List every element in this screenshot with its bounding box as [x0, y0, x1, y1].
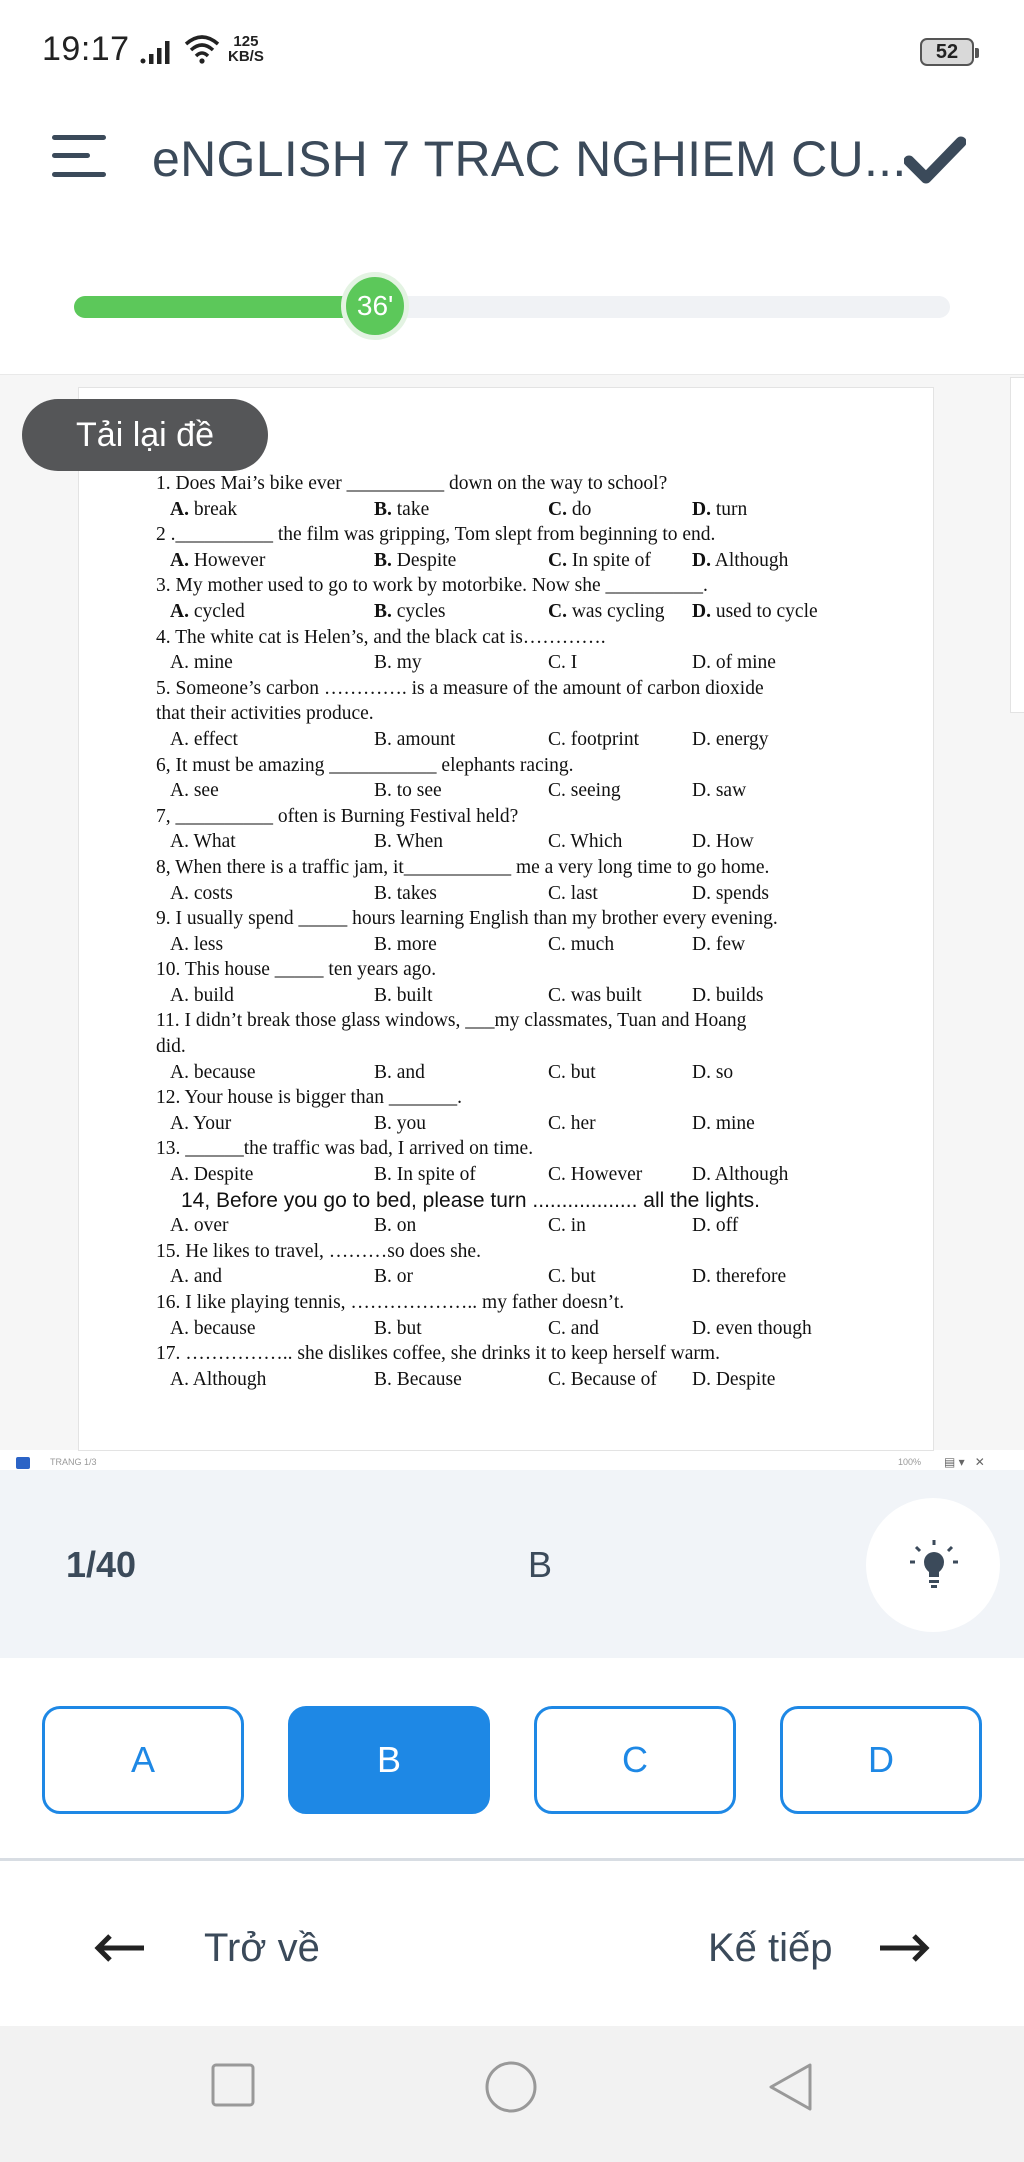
- question-options: [156, 932, 936, 958]
- option-word: Because: [391, 1368, 462, 1390]
- lightbulb-icon: [910, 1540, 958, 1590]
- option-text: [374, 1213, 416, 1239]
- option-text: [692, 1316, 812, 1342]
- question-text: 2 .__________ the film was gripping, Tom slept from beginning to end.: [156, 524, 716, 546]
- option-text: [170, 1162, 253, 1188]
- option-word: Despite: [188, 1164, 254, 1186]
- option-word: was built: [565, 984, 642, 1006]
- option-word: less: [188, 933, 224, 955]
- question-options: [156, 1367, 936, 1393]
- option-word: I: [565, 652, 578, 674]
- option-word: her: [565, 1112, 596, 1134]
- option-text: [692, 650, 776, 676]
- option-word: and: [565, 1317, 599, 1339]
- question-text: 8, When there is a traffic jam, it___________ me a very long time to go home.: [156, 856, 770, 878]
- option-text: [374, 497, 429, 523]
- option-letter: B.: [374, 498, 392, 520]
- option-word: However: [188, 549, 266, 571]
- option-letter: A.: [170, 1164, 189, 1186]
- option-word: you: [391, 1112, 427, 1134]
- question-text: 15. He likes to travel, ………so does she.: [156, 1240, 481, 1262]
- option-text: [374, 1367, 462, 1393]
- option-word: last: [565, 882, 598, 904]
- option-letter: C.: [548, 882, 566, 904]
- question-text-continued: did.: [156, 1036, 186, 1058]
- option-text: [692, 778, 746, 804]
- option-letter: D.: [692, 831, 711, 853]
- signal-icon: [140, 40, 174, 64]
- option-letter: C.: [548, 600, 567, 622]
- option-letter: A.: [170, 1317, 189, 1339]
- option-letter: D.: [692, 1112, 711, 1134]
- question-options: [156, 778, 936, 804]
- option-text: [692, 881, 769, 907]
- footer-zoom: 100%: [898, 1457, 922, 1467]
- option-word: Despite: [710, 1368, 776, 1390]
- option-word: However: [565, 1164, 643, 1186]
- question-options: [156, 650, 936, 676]
- option-letter: B.: [374, 933, 392, 955]
- option-letter: D.: [692, 728, 711, 750]
- question-options: [156, 1316, 936, 1342]
- question-text: 3. My mother used to go to work by motorbike. Now she __________.: [156, 575, 708, 597]
- option-text: [692, 1213, 738, 1239]
- option-letter: A.: [170, 831, 189, 853]
- question-text: 13. ______the traffic was bad, I arrived on time.: [156, 1138, 534, 1160]
- selected-answer: B: [528, 1544, 553, 1585]
- option-text: [692, 932, 745, 958]
- option-letter: A.: [170, 1266, 189, 1288]
- option-letter: D.: [692, 933, 711, 955]
- option-text: [374, 1111, 426, 1137]
- battery-indicator: 52: [920, 38, 974, 66]
- option-text: [170, 727, 238, 753]
- option-text: [170, 599, 245, 625]
- question-text: 1. Does Mai’s bike ever __________ down on the way to school?: [156, 473, 668, 494]
- option-text: [548, 778, 621, 804]
- option-text: [170, 1213, 229, 1239]
- option-letter: A.: [170, 728, 189, 750]
- option-letter: C.: [548, 1215, 566, 1237]
- footer-page-number: TRANG 1/3: [50, 1457, 97, 1467]
- option-text: [170, 650, 233, 676]
- option-word: Your: [188, 1112, 232, 1134]
- option-text: [374, 1316, 422, 1342]
- option-letter: A.: [170, 780, 189, 802]
- option-text: [548, 548, 651, 574]
- option-letter: C.: [548, 1164, 566, 1186]
- option-letter: D.: [692, 1266, 711, 1288]
- progress-fill: [74, 296, 375, 318]
- option-letter: B.: [374, 831, 392, 853]
- option-letter: C.: [548, 549, 567, 571]
- option-text: [170, 1111, 231, 1137]
- question-text: 14, Before you go to bed, please turn .................. all the lights.: [181, 1188, 760, 1212]
- reload-exam-button[interactable]: Tải lại đề: [22, 399, 268, 471]
- question-options: [156, 983, 936, 1009]
- option-text: [374, 1162, 476, 1188]
- option-letter: A.: [170, 600, 189, 622]
- word-icon: [16, 1457, 30, 1469]
- option-word: turn: [710, 498, 748, 520]
- question-text: 17. …………….. she dislikes coffee, she drinks it to keep herself warm.: [156, 1343, 720, 1365]
- option-text: [170, 548, 265, 574]
- option-letter: B.: [374, 1215, 392, 1237]
- option-letter: D.: [692, 1061, 711, 1083]
- option-letter: B.: [374, 780, 392, 802]
- option-word: but: [565, 1061, 596, 1083]
- option-word: and: [188, 1266, 222, 1288]
- option-word: effect: [188, 728, 238, 750]
- menu-icon[interactable]: [52, 132, 110, 180]
- option-word: was cycling: [566, 600, 665, 622]
- option-letter: C.: [548, 498, 567, 520]
- option-word: Because of: [565, 1368, 657, 1390]
- option-word: Despite: [391, 549, 457, 571]
- option-letter: B.: [374, 1164, 392, 1186]
- question-text: 10. This house _____ ten years ago.: [156, 959, 437, 981]
- question-options: [156, 548, 936, 574]
- option-letter: D.: [692, 1368, 711, 1390]
- option-word: on: [391, 1215, 417, 1237]
- option-word: In spite of: [391, 1164, 476, 1186]
- option-text: [692, 1060, 733, 1086]
- option-word: off: [710, 1215, 739, 1237]
- option-b-button[interactable]: B: [288, 1706, 490, 1814]
- option-word: In spite of: [566, 549, 651, 571]
- option-word: few: [710, 933, 746, 955]
- option-text: [692, 829, 754, 855]
- option-text: [692, 983, 764, 1009]
- option-text: [374, 829, 443, 855]
- option-text: [170, 1367, 266, 1393]
- option-letter: C.: [548, 780, 566, 802]
- option-word: because: [188, 1317, 256, 1339]
- option-word: Although: [710, 1164, 789, 1186]
- option-text: [692, 1367, 775, 1393]
- option-word: footprint: [565, 728, 640, 750]
- answer-status-bar: [0, 1470, 1024, 1658]
- option-text: [548, 1316, 599, 1342]
- status-time: 19:17: [42, 30, 130, 68]
- time-progress-bar: [74, 290, 950, 321]
- option-text: [548, 497, 591, 523]
- option-text: [548, 1264, 596, 1290]
- option-letter: B.: [374, 1317, 392, 1339]
- option-word: When: [391, 831, 443, 853]
- option-letter: B.: [374, 728, 392, 750]
- option-text: [374, 650, 422, 676]
- option-text: [692, 599, 818, 625]
- option-text: [548, 650, 577, 676]
- question-options: [156, 497, 936, 523]
- question-options: [156, 829, 936, 855]
- option-letter: B.: [374, 549, 392, 571]
- option-word: because: [188, 1061, 256, 1083]
- option-text: [170, 1264, 222, 1290]
- option-text: [548, 1111, 596, 1137]
- option-letter: D.: [692, 882, 711, 904]
- back-nav-icon[interactable]: [766, 2062, 814, 2112]
- option-a-button[interactable]: A: [42, 1706, 244, 1814]
- option-text: [170, 497, 237, 523]
- option-letter: D.: [692, 1317, 711, 1339]
- option-word: amount: [391, 728, 456, 750]
- hint-button[interactable]: [866, 1498, 1000, 1632]
- option-word: used to cycle: [710, 600, 818, 622]
- option-word: cycles: [391, 600, 446, 622]
- option-letter: A.: [170, 882, 189, 904]
- option-text: [170, 778, 219, 804]
- option-word: therefore: [710, 1266, 787, 1288]
- option-text: [548, 983, 642, 1009]
- option-word: builds: [710, 984, 764, 1006]
- question-options: [156, 1060, 936, 1086]
- option-letter: A.: [170, 1368, 189, 1390]
- option-letter: C.: [548, 933, 566, 955]
- option-word: seeing: [565, 780, 621, 802]
- question-text-continued: that their activities produce.: [156, 703, 374, 725]
- progress-timer-badge: 36': [341, 272, 409, 340]
- option-text: [548, 932, 614, 958]
- option-letter: D.: [692, 600, 711, 622]
- option-letter: B.: [374, 1112, 392, 1134]
- option-letter: C.: [548, 1061, 566, 1083]
- option-text: [692, 1264, 786, 1290]
- recent-apps-icon[interactable]: [210, 2062, 256, 2108]
- home-icon[interactable]: [484, 2060, 538, 2114]
- option-word: or: [391, 1266, 414, 1288]
- checkmark-icon[interactable]: [904, 134, 966, 186]
- option-letter: D.: [692, 780, 711, 802]
- arrow-left-icon: [92, 1918, 148, 1978]
- option-word: much: [565, 933, 615, 955]
- option-text: [692, 497, 747, 523]
- option-letter: D.: [692, 1164, 711, 1186]
- option-letter: B.: [374, 1266, 392, 1288]
- question-options: [156, 599, 936, 625]
- speed-value: 125: [233, 33, 259, 50]
- next-label: Kế tiếp: [708, 1926, 833, 1970]
- option-letter: D.: [692, 498, 711, 520]
- option-letter: C.: [548, 984, 566, 1006]
- option-text: [692, 1162, 788, 1188]
- option-text: [548, 599, 664, 625]
- option-word: cycled: [188, 600, 245, 622]
- document-viewer[interactable]: [0, 374, 1024, 1469]
- option-text: [692, 1111, 755, 1137]
- option-word: built: [391, 984, 433, 1006]
- option-letter: C.: [548, 728, 566, 750]
- option-word: to see: [391, 780, 442, 802]
- system-navigation-bar: [0, 2026, 1024, 2162]
- option-text: [374, 727, 455, 753]
- option-letter: B.: [374, 600, 392, 622]
- option-letter: A.: [170, 1112, 189, 1134]
- option-letter: A.: [170, 1215, 189, 1237]
- option-word: What: [188, 831, 236, 853]
- option-c-button[interactable]: C: [534, 1706, 736, 1814]
- option-text: [170, 1060, 256, 1086]
- question-options: [156, 1213, 936, 1239]
- option-letter: B.: [374, 882, 392, 904]
- option-word: costs: [188, 882, 233, 904]
- option-word: in: [565, 1215, 586, 1237]
- option-word: but: [565, 1266, 596, 1288]
- option-text: [170, 983, 234, 1009]
- option-letter: B.: [374, 984, 392, 1006]
- option-text: [374, 932, 437, 958]
- question-list: [156, 471, 936, 1392]
- option-word: but: [391, 1317, 422, 1339]
- option-letter: D.: [692, 1215, 711, 1237]
- option-text: [374, 778, 442, 804]
- option-word: Although: [710, 549, 789, 571]
- option-text: [548, 1162, 642, 1188]
- speed-unit: KB/S: [228, 48, 264, 65]
- option-letter: D.: [692, 984, 711, 1006]
- option-letter: A.: [170, 1061, 189, 1083]
- option-letter: B.: [374, 652, 392, 674]
- option-word: energy: [710, 728, 769, 750]
- option-text: [374, 1060, 425, 1086]
- next-button[interactable]: [708, 1918, 948, 1978]
- option-word: even though: [710, 1317, 812, 1339]
- option-letter: C.: [548, 1266, 566, 1288]
- option-text: [374, 983, 433, 1009]
- option-text: [548, 1213, 586, 1239]
- option-text: [548, 1060, 596, 1086]
- wifi-icon: [184, 34, 220, 64]
- option-word: do: [566, 498, 592, 520]
- answer-options: [0, 1660, 1024, 1860]
- option-word: break: [188, 498, 238, 520]
- option-word: so: [710, 1061, 734, 1083]
- option-letter: D.: [692, 652, 711, 674]
- option-text: [170, 1316, 256, 1342]
- option-word: over: [188, 1215, 229, 1237]
- question-text: 5. Someone’s carbon …………. is a measure of the amount of carbon dioxide: [156, 677, 764, 699]
- option-text: [548, 881, 598, 907]
- option-text: [548, 829, 622, 855]
- option-word: more: [391, 933, 437, 955]
- option-word: Which: [565, 831, 623, 853]
- option-text: [170, 932, 223, 958]
- option-text: [170, 881, 233, 907]
- question-navigation: [0, 1862, 1024, 2026]
- question-text: 12. Your house is bigger than _______.: [156, 1087, 463, 1109]
- option-text: [374, 1264, 413, 1290]
- option-text: [548, 727, 639, 753]
- option-letter: A.: [170, 652, 189, 674]
- footer-tools-icon[interactable]: ▤ ▾ ✕: [944, 1455, 985, 1469]
- option-word: mine: [188, 652, 233, 674]
- question-text: 9. I usually spend _____ hours learning English than my brother every evening.: [156, 908, 778, 930]
- question-counter: 1/40: [66, 1544, 137, 1585]
- option-word: take: [391, 498, 430, 520]
- option-text: [692, 548, 788, 574]
- question-options: [156, 727, 936, 753]
- question-options: [156, 1162, 936, 1188]
- network-speed: [228, 34, 264, 64]
- option-letter: A.: [170, 933, 189, 955]
- arrow-right-icon: [876, 1918, 932, 1978]
- divider: [0, 1858, 1024, 1861]
- option-letter: A.: [170, 549, 189, 571]
- option-letter: C.: [548, 1317, 566, 1339]
- question-text: 6, It must be amazing ___________ elephants racing.: [156, 754, 574, 776]
- option-text: [170, 829, 236, 855]
- option-word: takes: [391, 882, 437, 904]
- option-text: [692, 727, 769, 753]
- option-letter: C.: [548, 652, 566, 674]
- option-letter: B.: [374, 1368, 392, 1390]
- option-text: [374, 881, 437, 907]
- question-text: 11. I didn’t break those glass windows, ___my classmates, Tuan and Hoang: [156, 1010, 747, 1032]
- question-options: [156, 1264, 936, 1290]
- option-word: Although: [188, 1368, 267, 1390]
- option-word: see: [188, 780, 219, 802]
- option-letter: C.: [548, 831, 566, 853]
- option-d-button[interactable]: D: [780, 1706, 982, 1814]
- question-text: 4. The white cat is Helen’s, and the black cat is………….: [156, 626, 606, 648]
- back-label: Trở về: [204, 1926, 320, 1970]
- option-text: [548, 1367, 657, 1393]
- option-letter: C.: [548, 1112, 566, 1134]
- option-word: spends: [710, 882, 769, 904]
- option-letter: A.: [170, 498, 189, 520]
- option-text: [374, 599, 446, 625]
- option-word: and: [391, 1061, 425, 1083]
- option-word: saw: [710, 780, 747, 802]
- option-letter: C.: [548, 1368, 566, 1390]
- option-letter: B.: [374, 1061, 392, 1083]
- option-word: mine: [710, 1112, 755, 1134]
- question-text: 7, __________ often is Burning Festival held?: [156, 805, 519, 827]
- app-header: [0, 100, 1024, 220]
- option-letter: D.: [692, 549, 711, 571]
- page-title: eNGLISH 7 TRAC NGHIEM CU...: [152, 131, 907, 187]
- question-options: [156, 1111, 936, 1137]
- option-word: How: [710, 831, 754, 853]
- option-word: of mine: [710, 652, 776, 674]
- next-page-edge: [1010, 377, 1024, 713]
- option-text: [374, 548, 456, 574]
- option-word: my: [391, 652, 422, 674]
- option-letter: A.: [170, 984, 189, 1006]
- option-word: build: [188, 984, 234, 1006]
- question-text: 16. I like playing tennis, ……………….. my father doesn’t.: [156, 1292, 625, 1313]
- status-bar: [0, 0, 1024, 100]
- question-options: [156, 881, 936, 907]
